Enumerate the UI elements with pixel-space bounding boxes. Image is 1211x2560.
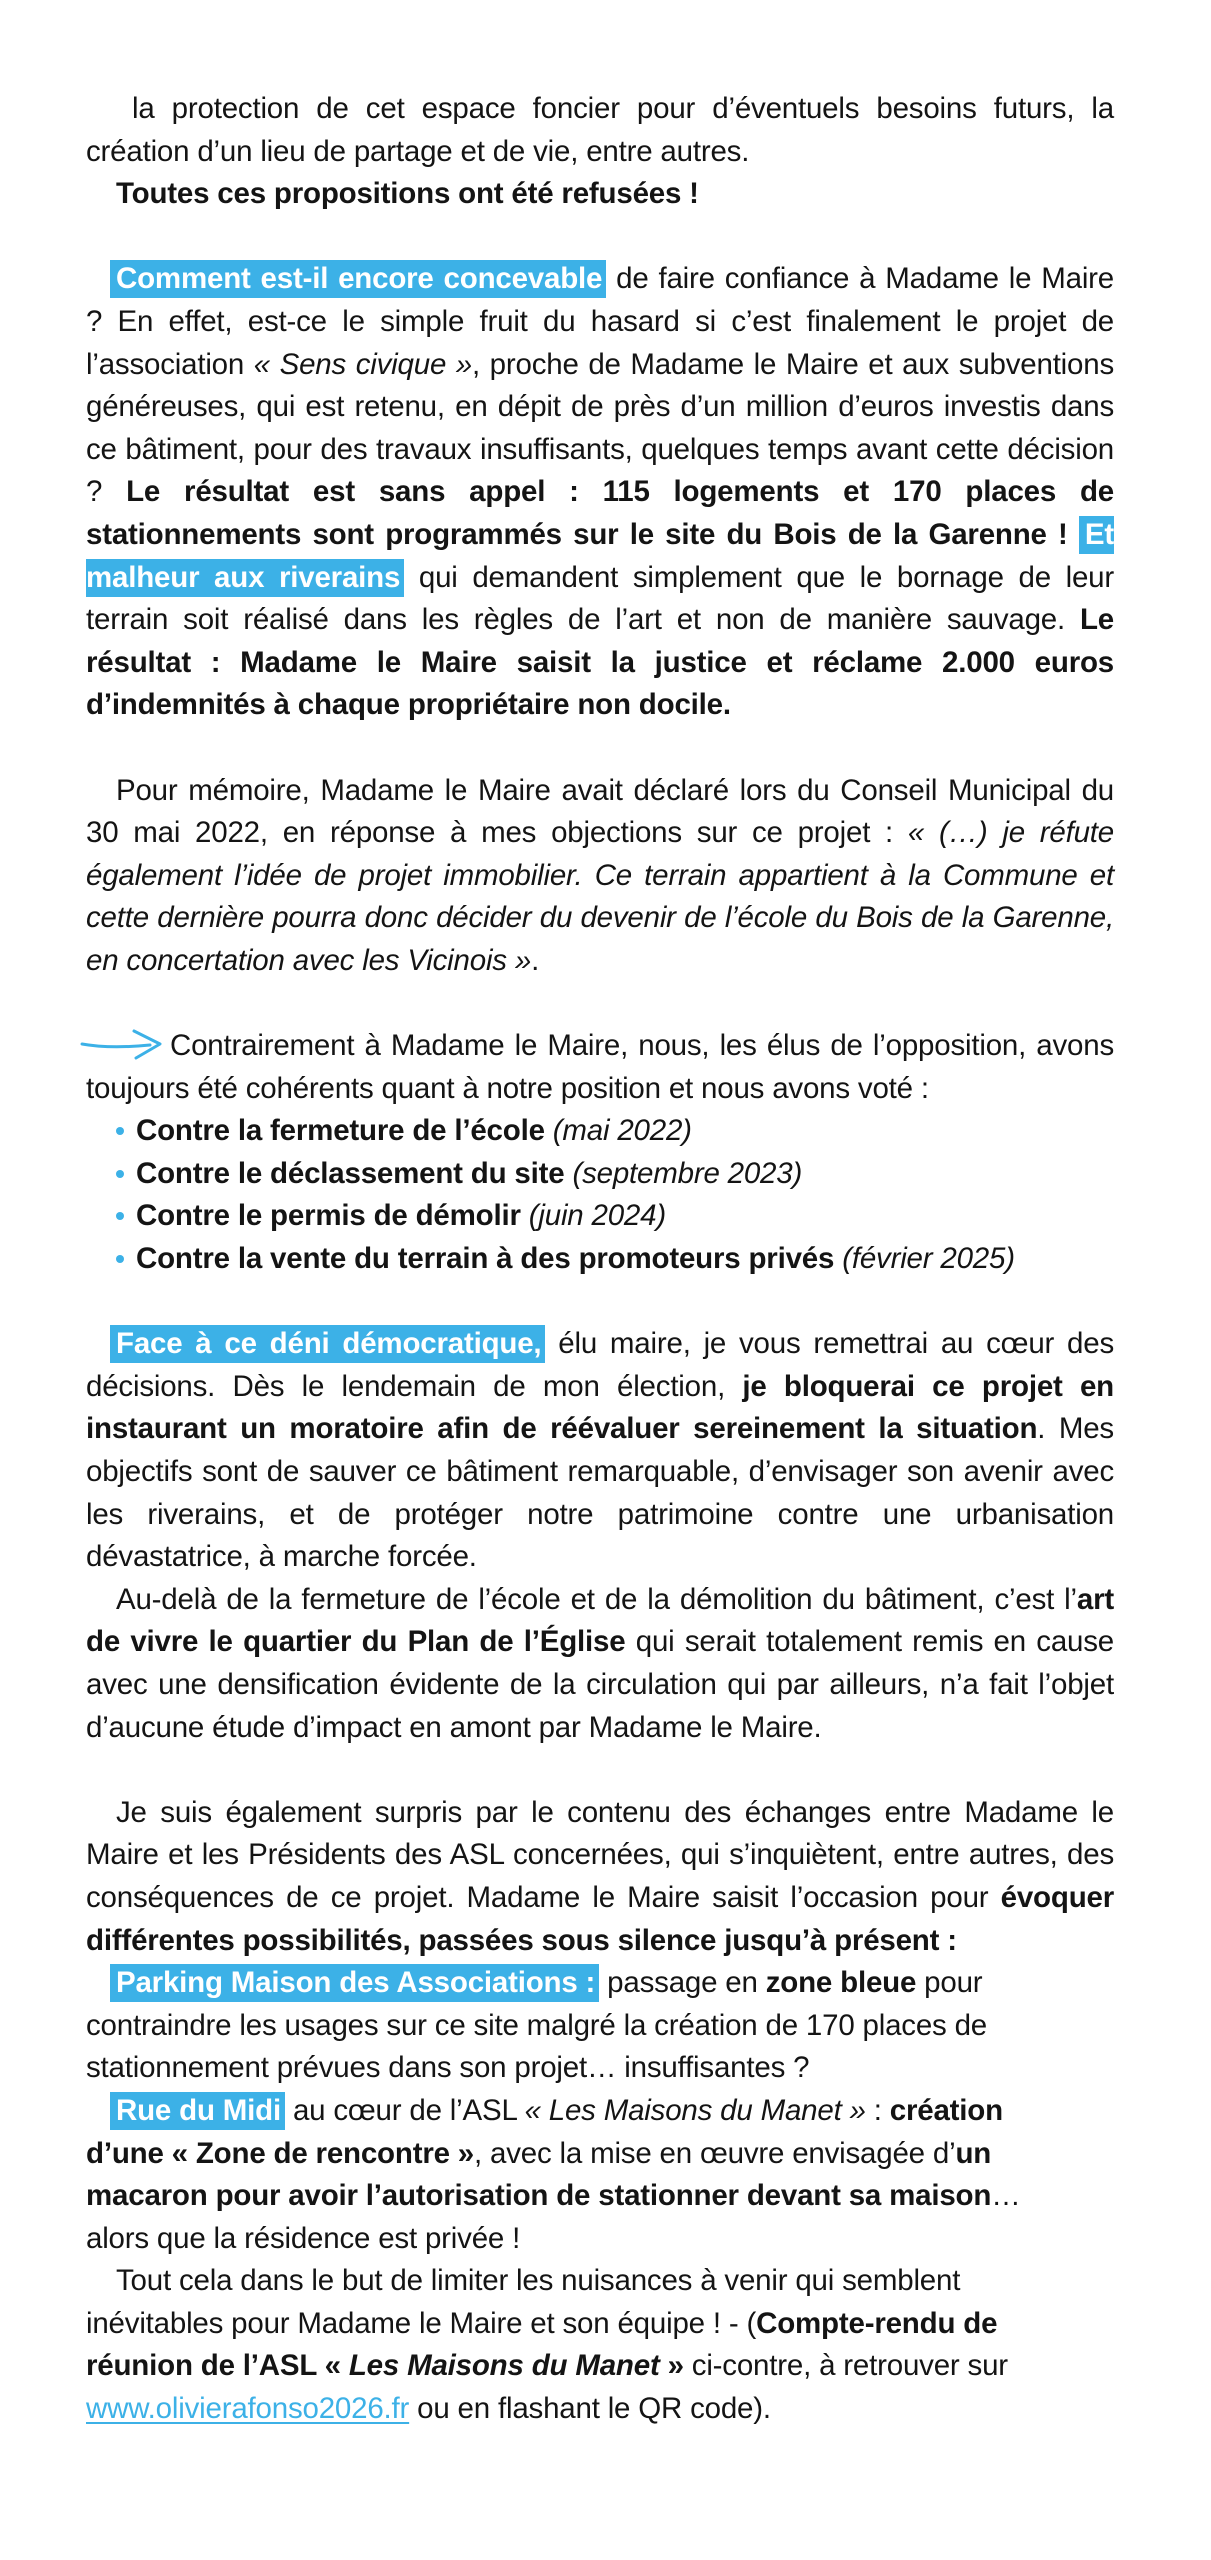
votes-list: [86, 1110, 1114, 1280]
paragraph-text: … alors que la résidence est privée !: [86, 2179, 1021, 2255]
vote-label: Contre la fermeture de l’école: [136, 1114, 545, 1148]
paragraph-denial: [86, 1323, 1114, 1579]
paragraph-text: , proche de Madame le Maire et aux subventions généreuses, qui est retenu, en dépit de près d’un million d’euros investis dans ce bâtiment, pour des travaux insuffisants, quelques temps avant cette décision ?: [86, 347, 1115, 509]
bold-statement: art de vivre le quartier du Plan de l’Église: [86, 1582, 1114, 1659]
vote-date: (juin 2024): [528, 1199, 666, 1233]
paragraph-text: pour contraindre les usages sur ce site malgré la création de 170 places de stationnement prévues dans son projet… insuffisantes ?: [86, 1966, 988, 2085]
paragraph-text: Je suis également surpris par le contenu des échanges entre Madame le Maire et les Présidents des ASL concernées, qui s’inquiètent, entre autres, des conséquences de ce projet. Madame le Maire saisit l’occasion pour: [86, 1795, 1114, 1914]
highlight-label: Parking Maison des Associations :: [110, 1964, 599, 2002]
paragraph-text: , avec la mise en œuvre envisagée d’: [474, 2136, 956, 2170]
highlight-label: Face à ce déni démocratique,: [110, 1325, 545, 1363]
mayor-quote: « (…) je réfute également l’idée de projet immobilier. Ce terrain appartient à la Commune et cette dernière pourra donc décider du devenir de l’école du Bois de la Garenne, en concertation avec les Vicinois »: [86, 816, 1114, 977]
vote-date: (février 2025): [842, 1242, 1015, 1276]
paragraph-text: ou en flashant le QR code).: [409, 2392, 771, 2426]
list-item: [86, 1195, 1114, 1238]
paragraph-text: la protection de cet espace foncier pour d’éventuels besoins futurs, la création d’un lieu de partage et de vie, entre autres.: [86, 92, 1114, 168]
paragraph-text: au cœur de l’ASL: [284, 2093, 525, 2127]
italic-text: « Les Maisons du Manet »: [524, 2093, 866, 2127]
paragraph-way-of-life: [86, 1579, 1114, 1749]
paragraph-text: passage en: [599, 1966, 766, 2000]
bold-italic-text: Les Maisons du Manet: [348, 2349, 660, 2383]
paragraph-text: de faire confiance à Madame le Maire ? En effet, est-ce le simple fruit du hasard si c’est finalement le projet de l’association: [86, 262, 1114, 381]
paragraph-text: Au-delà de la fermeture de l’école et de la démolition du bâtiment, c’est l’: [116, 1582, 1077, 1616]
paragraph-opposition: [86, 1025, 1114, 1110]
vote-label: Contre le déclassement du site: [136, 1156, 565, 1190]
paragraph-confidence: [86, 258, 1114, 727]
paragraph-rue-du-midi: [86, 2090, 1056, 2260]
website-link[interactable]: www.olivierafonso2026.fr: [86, 2392, 410, 2426]
bold-statement: Compte-rendu de réunion de l’ASL «: [86, 2306, 998, 2383]
list-item: [86, 1238, 1114, 1281]
bold-statement: évoquer différentes possibilités, passées sous silence jusqu’à présent :: [86, 1880, 1114, 1957]
vote-date: (mai 2022): [552, 1114, 692, 1148]
paragraph-text: Contrairement à Madame le Maire, nous, les élus de l’opposition, avons toujours été cohérents quant à notre position et nous avons voté :: [86, 1029, 1114, 1105]
highlight-label: Et malheur aux riverains: [86, 516, 1114, 597]
bold-statement: Le résultat est sans appel : 115 logements et 170 places de stationnements sont programmés sur le site du Bois de la Garenne !: [86, 475, 1114, 551]
paragraph-text: :: [865, 2093, 890, 2127]
dot-bullet-icon: [116, 1170, 124, 1178]
highlight-label: Comment est-il encore concevable: [110, 260, 606, 298]
vote-label: Contre la vente du terrain à des promoteurs privés: [136, 1242, 835, 1276]
bold-statement: je bloquerai ce projet en instaurant un moratoire afin de réévaluer sereinement la situation: [86, 1369, 1114, 1446]
vote-date: (septembre 2023): [572, 1156, 803, 1190]
paragraph-text: ci-contre, à retrouver sur: [683, 2349, 1008, 2383]
paragraph-text: qui serait totalement remis en cause avec une densification évidente de la circulation qui par ailleurs, n’a fait l’objet d’aucune étude d’impact en amont par Madame le Maire.: [86, 1625, 1115, 1744]
paragraph-reminder: [86, 770, 1114, 983]
paragraph-text: Pour mémoire, Madame le Maire avait déclaré lors du Conseil Municipal du 30 mai 2022, en réponse à mes objections sur ce projet :: [86, 773, 1114, 850]
dot-bullet-icon: [116, 1127, 124, 1135]
paragraph-proposals: [86, 88, 1114, 216]
paragraph-parking: [86, 1962, 1041, 2090]
bold-statement: Le résultat : Madame le Maire saisit la justice et réclame 2.000 euros d’indemnités à chaque propriétaire non docile.: [86, 603, 1114, 722]
paragraph-text: Tout cela dans le but de limiter les nuisances à venir qui semblent inévitables pour Madame le Maire et son équipe ! - (: [86, 2264, 961, 2340]
paragraph-text: qui demandent simplement que le bornage de leur terrain soit réalisé dans les règles de l’art et non de manière sauvage.: [86, 560, 1114, 637]
paragraph-text: . Mes objectifs sont de sauver ce bâtiment remarquable, d’envisager son avenir avec les riverains, et de protéger notre patrimoine contre une urbanisation dévastatrice, à marche forcée.: [86, 1412, 1114, 1574]
italic-text: « Sens civique »: [253, 347, 473, 381]
bold-statement: zone bleue: [765, 1966, 917, 2000]
bold-statement: Toutes ces propositions ont été refusées !: [116, 177, 699, 211]
list-item: [86, 1153, 1114, 1196]
hand-drawn-arrow-right-icon: [80, 1027, 166, 1061]
paragraph-asl-exchanges: [86, 1792, 1114, 1962]
list-item: [86, 1110, 1114, 1153]
paragraph-text: élu maire, je vous remettrai au cœur des décisions. Dès le lendemain de mon élection,: [86, 1327, 1114, 1403]
dot-bullet-icon: [116, 1255, 124, 1263]
bold-statement: »: [659, 2349, 684, 2383]
dot-bullet-icon: [116, 1212, 124, 1220]
bold-statement: création d’une « Zone de rencontre »: [86, 2093, 1003, 2170]
paragraph-text: .: [531, 943, 540, 977]
paragraph-conclusion: [86, 2260, 1076, 2430]
highlight-label: Rue du Midi: [110, 2092, 285, 2130]
vote-label: Contre le permis de démolir: [136, 1199, 521, 1233]
document-body: [86, 88, 1114, 2431]
bold-statement: un macaron pour avoir l’autorisation de stationner devant sa maison: [86, 2136, 992, 2213]
